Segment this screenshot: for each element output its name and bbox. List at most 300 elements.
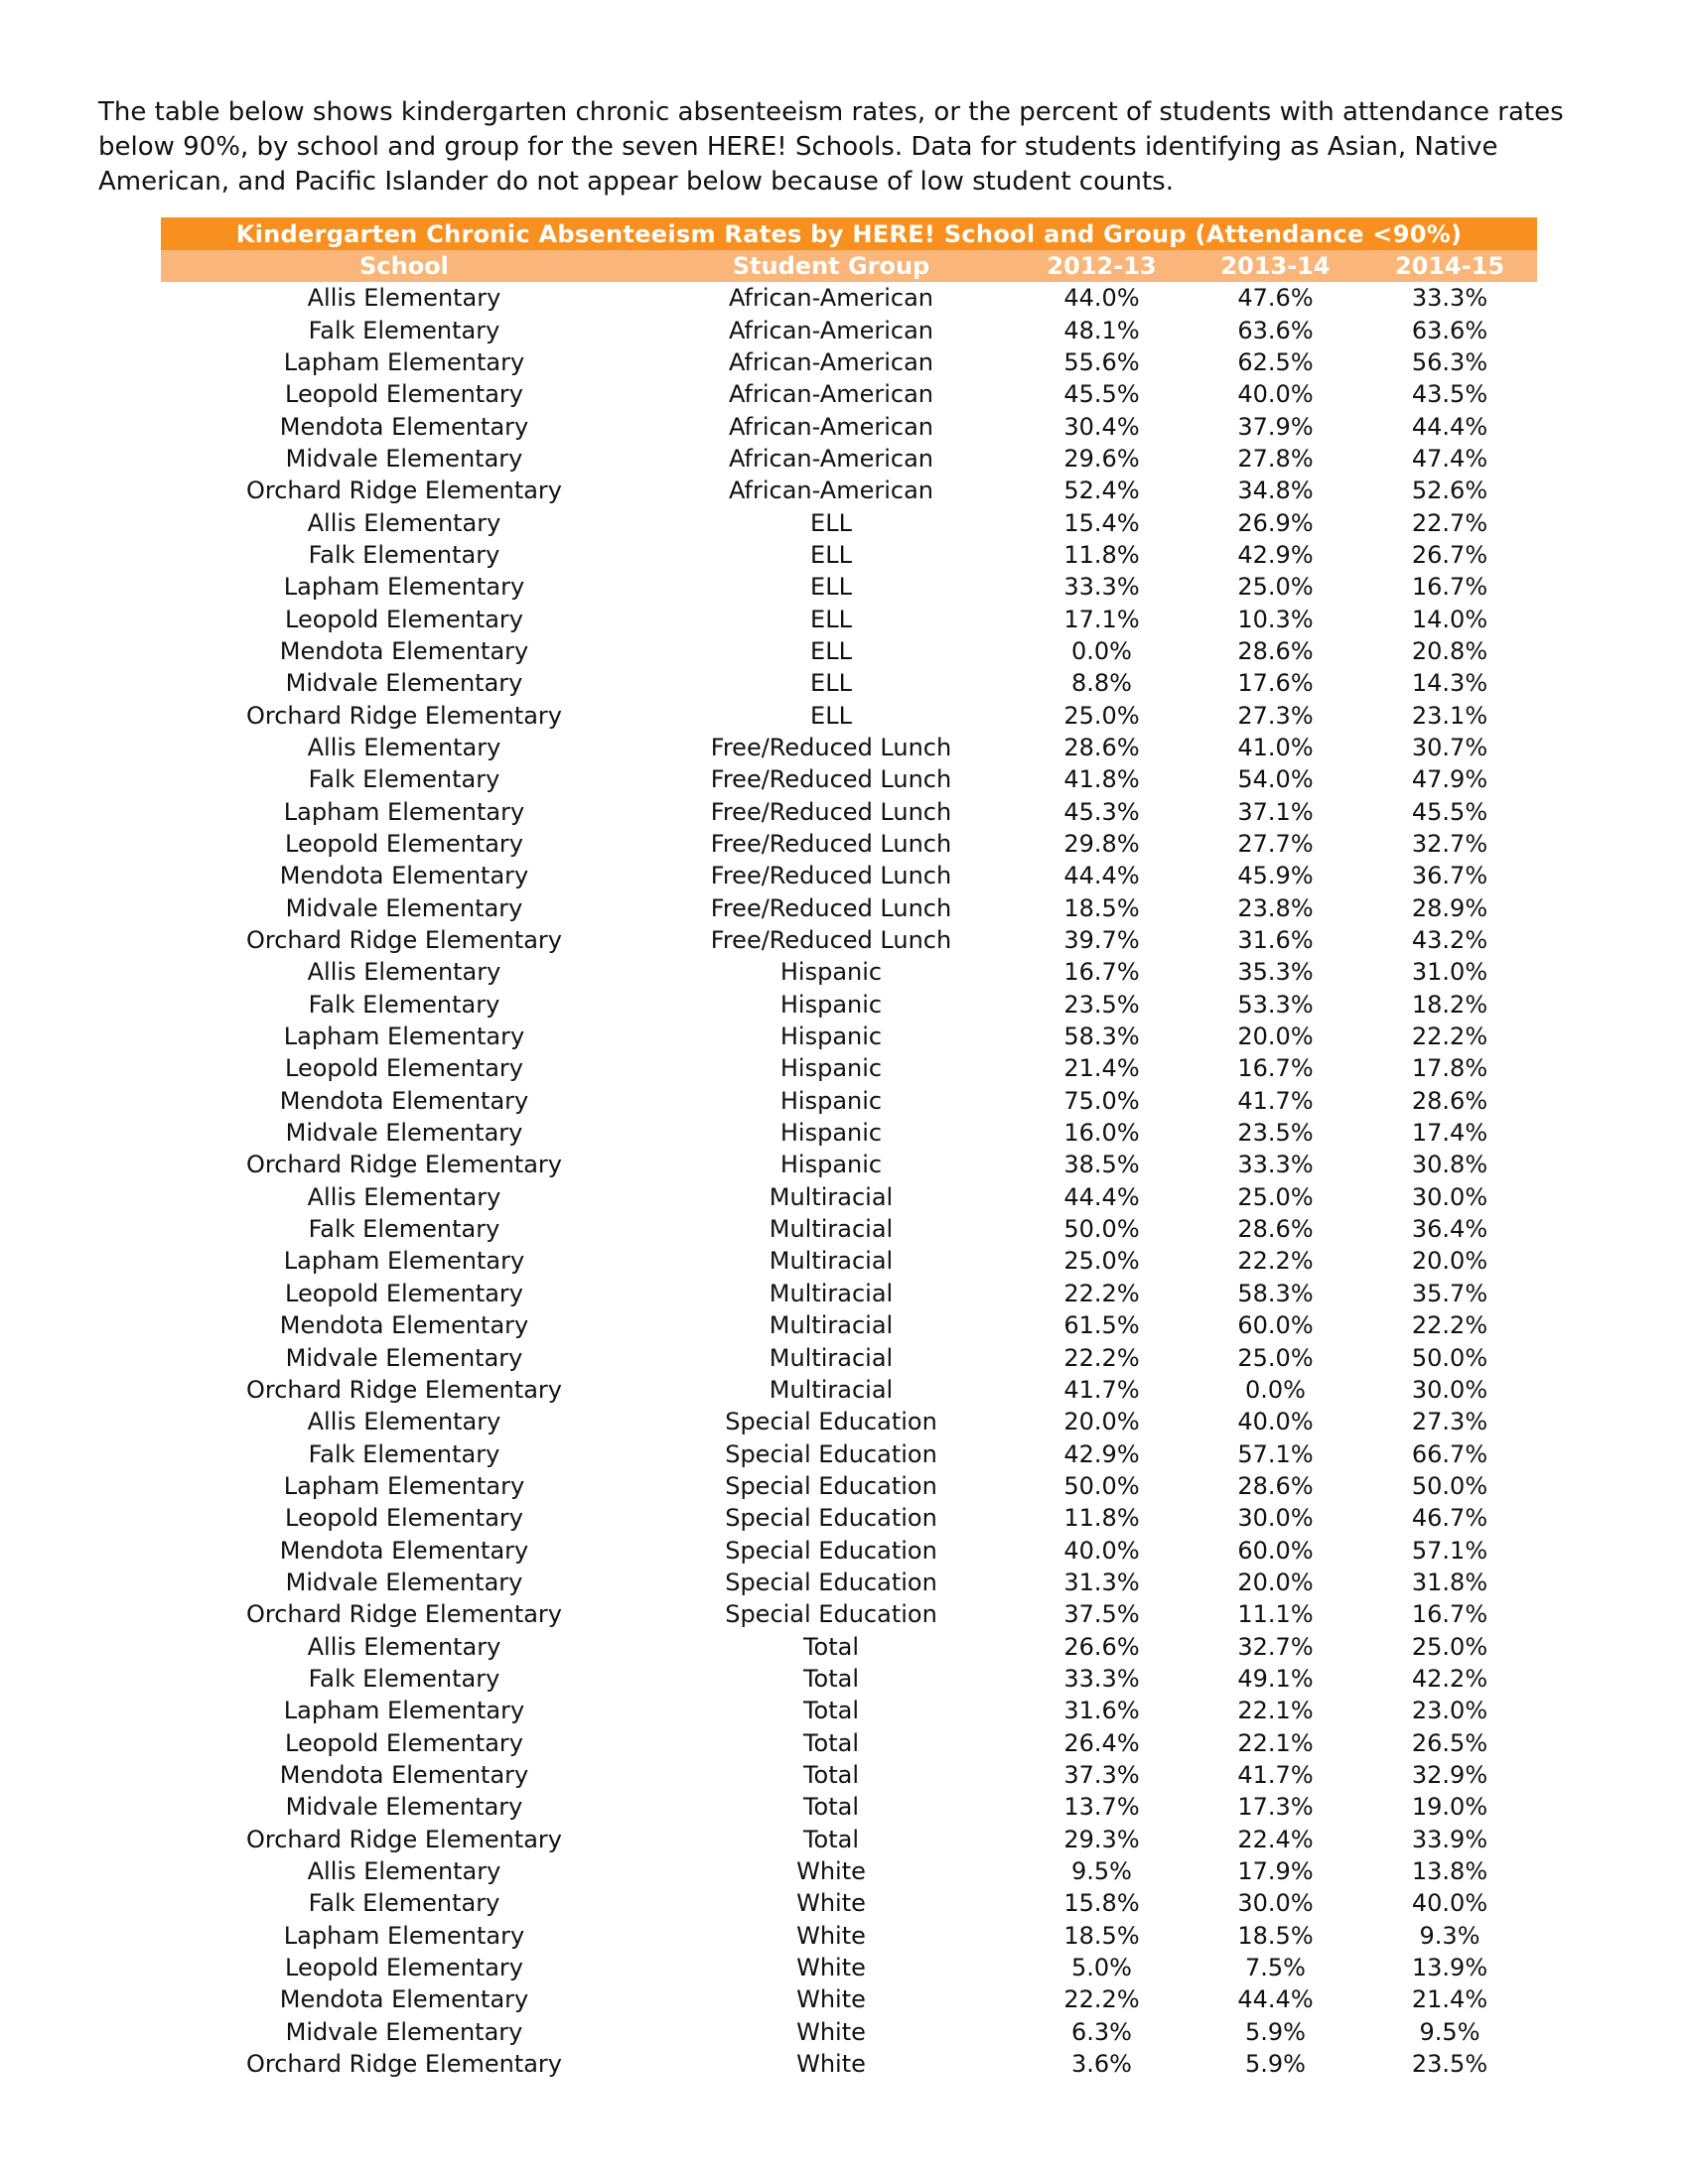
cell-student-group: White	[796, 2017, 866, 2046]
cell-2014-15: 31.0%	[1411, 958, 1488, 987]
cell-2013-14: 23.8%	[1237, 893, 1314, 922]
table-row	[161, 410, 1537, 442]
cell-2013-14: 32.7%	[1237, 1632, 1314, 1661]
cell-school: Lapham Elementary	[283, 797, 525, 826]
cell-2012-13: 18.5%	[1063, 1921, 1140, 1950]
cell-2012-13: 33.3%	[1063, 573, 1140, 602]
cell-student-group: Special Education	[725, 1408, 937, 1436]
cell-2012-13: 22.2%	[1063, 1279, 1140, 1307]
table-row	[161, 763, 1537, 795]
cell-2014-15: 33.3%	[1411, 284, 1488, 313]
cell-2012-13: 11.8%	[1063, 1504, 1140, 1533]
table-row	[161, 699, 1537, 731]
cell-2014-15: 44.4%	[1411, 412, 1488, 441]
cell-2014-15: 36.7%	[1411, 862, 1488, 890]
cell-school: Allis Elementary	[307, 1857, 501, 1886]
table-row	[161, 1374, 1537, 1406]
cell-2014-15: 36.4%	[1411, 1215, 1488, 1244]
cell-2014-15: 56.3%	[1411, 347, 1488, 376]
table-row	[161, 1567, 1537, 1598]
cell-2014-15: 45.5%	[1411, 797, 1488, 826]
cell-2013-14: 10.3%	[1237, 605, 1314, 633]
cell-school: Falk Elementary	[308, 1439, 500, 1468]
cell-student-group: ELL	[810, 605, 852, 633]
cell-2012-13: 11.8%	[1063, 540, 1140, 569]
cell-school: Falk Elementary	[308, 540, 500, 569]
cell-school: Leopold Elementary	[285, 1054, 523, 1083]
cell-2012-13: 38.5%	[1063, 1151, 1140, 1179]
table-row	[161, 1470, 1537, 1502]
cell-2012-13: 75.0%	[1063, 1086, 1140, 1115]
cell-2014-15: 30.0%	[1411, 1375, 1488, 1404]
intro-paragraph: The table below shows kindergarten chronic absenteeism rates, or the percent of students with attendance rates below 90%, by school and group for the seven HERE! Schools. Data for students identifying as Asian, Native American, and Pacific Islander do not appear below because of low student counts.	[98, 97, 1564, 197]
cell-2013-14: 0.0%	[1245, 1375, 1306, 1404]
cell-school: Mendota Elementary	[279, 1985, 529, 2014]
cell-school: Allis Elementary	[307, 1408, 501, 1436]
cell-2014-15: 13.9%	[1411, 1954, 1488, 1982]
cell-2012-13: 16.0%	[1063, 1119, 1140, 1148]
cell-student-group: Hispanic	[779, 1086, 883, 1115]
table-row	[161, 1630, 1537, 1662]
cell-2012-13: 44.0%	[1063, 284, 1140, 313]
table-row	[161, 1309, 1537, 1341]
cell-school: Allis Elementary	[307, 508, 501, 537]
cell-2014-15: 9.3%	[1419, 1921, 1480, 1950]
cell-school: Falk Elementary	[308, 1664, 500, 1693]
cell-2013-14: 40.0%	[1237, 1408, 1314, 1436]
cell-school: Falk Elementary	[308, 1889, 500, 1918]
cell-2014-15: 26.5%	[1411, 1728, 1488, 1757]
cell-2013-14: 60.0%	[1237, 1311, 1314, 1340]
cell-student-group: White	[796, 1985, 866, 2014]
cell-school: Orchard Ridge Elementary	[246, 1375, 562, 1404]
cell-2012-13: 9.5%	[1071, 1857, 1132, 1886]
table-row	[161, 1245, 1537, 1277]
cell-school: Orchard Ridge Elementary	[246, 701, 562, 730]
table-row	[161, 282, 1537, 314]
table-row	[161, 989, 1537, 1021]
cell-2013-14: 30.0%	[1237, 1504, 1314, 1533]
cell-school: Midvale Elementary	[285, 444, 523, 473]
cell-2013-14: 20.0%	[1237, 1568, 1314, 1596]
cell-2012-13: 29.3%	[1063, 1825, 1140, 1853]
cell-school: Allis Elementary	[307, 733, 501, 761]
cell-student-group: African-American	[728, 347, 933, 376]
cell-2013-14: 22.1%	[1237, 1728, 1314, 1757]
table-row	[161, 1855, 1537, 1887]
table-row	[161, 603, 1537, 634]
table-row	[161, 1502, 1537, 1534]
cell-2013-14: 49.1%	[1237, 1664, 1314, 1693]
cell-2013-14: 62.5%	[1237, 347, 1314, 376]
cell-2014-15: 30.8%	[1411, 1151, 1488, 1179]
cell-student-group: Total	[802, 1760, 860, 1789]
cell-2014-15: 21.4%	[1411, 1985, 1488, 2014]
cell-2013-14: 44.4%	[1237, 1985, 1314, 2014]
cell-student-group: Hispanic	[779, 1054, 883, 1083]
cell-2013-14: 5.9%	[1245, 2017, 1306, 2046]
cell-student-group: Hispanic	[779, 1151, 883, 1179]
cell-2014-15: 47.4%	[1411, 444, 1488, 473]
table-row	[161, 796, 1537, 828]
cell-school: Leopold Elementary	[285, 1954, 523, 1982]
cell-2012-13: 48.1%	[1063, 316, 1140, 344]
cell-school: Mendota Elementary	[279, 1536, 529, 1565]
absenteeism-table	[161, 217, 1537, 2080]
cell-2013-14: 16.7%	[1237, 1054, 1314, 1083]
cell-school: Midvale Elementary	[285, 1119, 523, 1148]
cell-student-group: Hispanic	[779, 1023, 883, 1051]
cell-student-group: ELL	[810, 540, 852, 569]
cell-2012-13: 29.8%	[1063, 830, 1140, 859]
cell-2014-15: 50.0%	[1411, 1343, 1488, 1372]
cell-2014-15: 33.9%	[1411, 1825, 1488, 1853]
cell-2013-14: 54.0%	[1237, 765, 1314, 794]
cell-2013-14: 37.1%	[1237, 797, 1314, 826]
table-row	[161, 732, 1537, 763]
cell-2013-14: 18.5%	[1237, 1921, 1314, 1950]
cell-2014-15: 46.7%	[1411, 1504, 1488, 1533]
cell-2012-13: 26.6%	[1063, 1632, 1140, 1661]
cell-school: Leopold Elementary	[285, 1504, 523, 1533]
cell-school: Orchard Ridge Elementary	[246, 1600, 562, 1629]
cell-2014-15: 14.0%	[1411, 605, 1488, 633]
cell-student-group: Multiracial	[769, 1311, 894, 1340]
cell-2012-13: 52.4%	[1063, 477, 1140, 505]
cell-2013-14: 35.3%	[1237, 958, 1314, 987]
cell-student-group: Free/Reduced Lunch	[710, 765, 952, 794]
cell-2012-13: 21.4%	[1063, 1054, 1140, 1083]
table-row	[161, 1695, 1537, 1726]
cell-school: Falk Elementary	[308, 316, 500, 344]
cell-school: Orchard Ridge Elementary	[246, 926, 562, 955]
cell-student-group: African-American	[728, 477, 933, 505]
table-row	[161, 1149, 1537, 1180]
cell-2012-13: 41.7%	[1063, 1375, 1140, 1404]
cell-2014-15: 27.3%	[1411, 1408, 1488, 1436]
cell-student-group: White	[796, 1889, 866, 1918]
cell-2012-13: 41.8%	[1063, 765, 1140, 794]
cell-2013-14: 27.8%	[1237, 444, 1314, 473]
cell-student-group: African-American	[728, 412, 933, 441]
table-row	[161, 1278, 1537, 1309]
cell-2014-15: 63.6%	[1411, 316, 1488, 344]
cell-student-group: Multiracial	[769, 1375, 894, 1404]
cell-2014-15: 22.7%	[1411, 508, 1488, 537]
header-student-group: Student Group	[647, 250, 1015, 282]
cell-2014-15: 9.5%	[1419, 2017, 1480, 2046]
cell-2013-14: 63.6%	[1237, 316, 1314, 344]
cell-school: Mendota Elementary	[279, 412, 529, 441]
cell-student-group: Special Education	[725, 1504, 937, 1533]
cell-student-group: Free/Reduced Lunch	[710, 797, 952, 826]
cell-2014-15: 30.0%	[1411, 1182, 1488, 1211]
cell-student-group: ELL	[810, 508, 852, 537]
cell-2014-15: 17.4%	[1411, 1119, 1488, 1148]
cell-2012-13: 22.2%	[1063, 1343, 1140, 1372]
cell-2013-14: 20.0%	[1237, 1023, 1314, 1051]
cell-2014-15: 13.8%	[1411, 1857, 1488, 1886]
cell-school: Allis Elementary	[307, 958, 501, 987]
cell-2014-15: 26.7%	[1411, 540, 1488, 569]
cell-school: Midvale Elementary	[285, 669, 523, 698]
table-row	[161, 475, 1537, 506]
cell-student-group: Total	[802, 1697, 860, 1725]
table-title: Kindergarten Chronic Absenteeism Rates by HERE! School and Group (Attendance <90%)	[161, 217, 1537, 250]
cell-2013-14: 42.9%	[1237, 540, 1314, 569]
cell-student-group: Special Education	[725, 1536, 937, 1565]
cell-school: Leopold Elementary	[285, 830, 523, 859]
cell-2012-13: 39.7%	[1063, 926, 1140, 955]
table-row	[161, 378, 1537, 410]
cell-school: Allis Elementary	[307, 1632, 501, 1661]
cell-2012-13: 20.0%	[1063, 1408, 1140, 1436]
cell-2012-13: 25.0%	[1063, 701, 1140, 730]
cell-school: Mendota Elementary	[279, 636, 529, 665]
cell-student-group: Total	[802, 1728, 860, 1757]
cell-school: Orchard Ridge Elementary	[246, 2050, 562, 2079]
cell-school: Orchard Ridge Elementary	[246, 1825, 562, 1853]
cell-2012-13: 45.5%	[1063, 380, 1140, 409]
cell-2013-14: 58.3%	[1237, 1279, 1314, 1307]
table-row	[161, 956, 1537, 988]
cell-2014-15: 16.7%	[1411, 573, 1488, 602]
table-row	[161, 1085, 1537, 1117]
cell-student-group: ELL	[810, 701, 852, 730]
cell-2013-14: 28.6%	[1237, 636, 1314, 665]
cell-school: Lapham Elementary	[283, 1247, 525, 1276]
cell-school: Midvale Elementary	[285, 1793, 523, 1822]
cell-school: Mendota Elementary	[279, 1311, 529, 1340]
table-row	[161, 1117, 1537, 1149]
cell-2014-15: 52.6%	[1411, 477, 1488, 505]
cell-2014-15: 35.7%	[1411, 1279, 1488, 1307]
cell-student-group: Hispanic	[779, 1119, 883, 1148]
cell-2014-15: 42.2%	[1411, 1664, 1488, 1693]
cell-2014-15: 28.6%	[1411, 1086, 1488, 1115]
cell-2014-15: 19.0%	[1411, 1793, 1488, 1822]
cell-2014-15: 32.9%	[1411, 1760, 1488, 1789]
cell-2012-13: 37.5%	[1063, 1600, 1140, 1629]
cell-student-group: Total	[802, 1632, 860, 1661]
table-row	[161, 1791, 1537, 1823]
cell-student-group: White	[796, 1921, 866, 1950]
header-2014-15: 2014-15	[1362, 250, 1537, 282]
cell-student-group: Multiracial	[769, 1182, 894, 1211]
cell-2014-15: 50.0%	[1411, 1471, 1488, 1500]
cell-2014-15: 32.7%	[1411, 830, 1488, 859]
cell-2013-14: 53.3%	[1237, 990, 1314, 1019]
table-row	[161, 1437, 1537, 1469]
cell-student-group: Special Education	[725, 1439, 937, 1468]
cell-2014-15: 40.0%	[1411, 1889, 1488, 1918]
cell-school: Mendota Elementary	[279, 1760, 529, 1789]
cell-2013-14: 26.9%	[1237, 508, 1314, 537]
cell-school: Mendota Elementary	[279, 1086, 529, 1115]
cell-2013-14: 22.4%	[1237, 1825, 1314, 1853]
table-header-row	[161, 250, 1537, 282]
cell-school: Lapham Elementary	[283, 1471, 525, 1500]
cell-2013-14: 31.6%	[1237, 926, 1314, 955]
cell-2012-13: 26.4%	[1063, 1728, 1140, 1757]
table-row	[161, 571, 1537, 603]
cell-2013-14: 45.9%	[1237, 862, 1314, 890]
cell-student-group: Special Education	[725, 1600, 937, 1629]
cell-2013-14: 11.1%	[1237, 1600, 1314, 1629]
table-row	[161, 2016, 1537, 2048]
cell-2012-13: 16.7%	[1063, 958, 1140, 987]
cell-student-group: Special Education	[725, 1568, 937, 1596]
header-school: School	[161, 250, 647, 282]
cell-2013-14: 22.2%	[1237, 1247, 1314, 1276]
cell-student-group: White	[796, 1857, 866, 1886]
cell-2014-15: 23.1%	[1411, 701, 1488, 730]
cell-2014-15: 16.7%	[1411, 1600, 1488, 1629]
cell-2014-15: 47.9%	[1411, 765, 1488, 794]
table-row	[161, 635, 1537, 667]
cell-2012-13: 6.3%	[1071, 2017, 1132, 2046]
table-row	[161, 1824, 1537, 1855]
cell-2012-13: 28.6%	[1063, 733, 1140, 761]
cell-school: Allis Elementary	[307, 1182, 501, 1211]
cell-2012-13: 0.0%	[1071, 636, 1132, 665]
header-2013-14: 2013-14	[1189, 250, 1362, 282]
cell-student-group: ELL	[810, 669, 852, 698]
cell-school: Leopold Elementary	[285, 1728, 523, 1757]
table-row	[161, 1021, 1537, 1052]
table-row	[161, 924, 1537, 956]
cell-2013-14: 27.3%	[1237, 701, 1314, 730]
cell-2012-13: 50.0%	[1063, 1471, 1140, 1500]
table-row	[161, 1213, 1537, 1245]
cell-school: Leopold Elementary	[285, 605, 523, 633]
cell-2012-13: 25.0%	[1063, 1247, 1140, 1276]
cell-student-group: White	[796, 2050, 866, 2079]
cell-2014-15: 22.2%	[1411, 1023, 1488, 1051]
cell-2012-13: 29.6%	[1063, 444, 1140, 473]
cell-2013-14: 41.7%	[1237, 1760, 1314, 1789]
cell-school: Falk Elementary	[308, 765, 500, 794]
cell-2012-13: 50.0%	[1063, 1215, 1140, 1244]
cell-2013-14: 33.3%	[1237, 1151, 1314, 1179]
table-row	[161, 539, 1537, 571]
cell-2013-14: 41.0%	[1237, 733, 1314, 761]
cell-student-group: Free/Reduced Lunch	[710, 830, 952, 859]
table-row	[161, 1598, 1537, 1630]
table-row	[161, 1341, 1537, 1373]
cell-2013-14: 47.6%	[1237, 284, 1314, 313]
cell-school: Lapham Elementary	[283, 1697, 525, 1725]
table-row	[161, 667, 1537, 699]
cell-2013-14: 28.6%	[1237, 1471, 1314, 1500]
cell-2014-15: 20.8%	[1411, 636, 1488, 665]
cell-school: Midvale Elementary	[285, 2017, 523, 2046]
cell-student-group: Hispanic	[779, 990, 883, 1019]
cell-2012-13: 55.6%	[1063, 347, 1140, 376]
cell-2012-13: 15.4%	[1063, 508, 1140, 537]
cell-school: Leopold Elementary	[285, 380, 523, 409]
table-row	[161, 1534, 1537, 1566]
table-row	[161, 2048, 1537, 2080]
cell-2014-15: 43.5%	[1411, 380, 1488, 409]
cell-2014-15: 23.0%	[1411, 1697, 1488, 1725]
cell-school: Lapham Elementary	[283, 1921, 525, 1950]
cell-school: Falk Elementary	[308, 990, 500, 1019]
cell-school: Orchard Ridge Elementary	[246, 1151, 562, 1179]
cell-2013-14: 25.0%	[1237, 1343, 1314, 1372]
cell-student-group: Total	[802, 1664, 860, 1693]
cell-2012-13: 58.3%	[1063, 1023, 1140, 1051]
cell-2012-13: 31.3%	[1063, 1568, 1140, 1596]
cell-2013-14: 17.9%	[1237, 1857, 1314, 1886]
cell-student-group: Total	[802, 1793, 860, 1822]
cell-2013-14: 17.6%	[1237, 669, 1314, 698]
table-row	[161, 1663, 1537, 1695]
table-row	[161, 506, 1537, 538]
cell-2014-15: 23.5%	[1411, 2050, 1488, 2079]
cell-2014-15: 25.0%	[1411, 1632, 1488, 1661]
cell-2012-13: 22.2%	[1063, 1985, 1140, 2014]
cell-2012-13: 40.0%	[1063, 1536, 1140, 1565]
cell-student-group: African-American	[728, 380, 933, 409]
cell-2013-14: 17.3%	[1237, 1793, 1314, 1822]
cell-2013-14: 22.1%	[1237, 1697, 1314, 1725]
cell-student-group: Special Education	[725, 1471, 937, 1500]
cell-2012-13: 44.4%	[1063, 1182, 1140, 1211]
cell-2012-13: 8.8%	[1071, 669, 1132, 698]
cell-2014-15: 66.7%	[1411, 1439, 1488, 1468]
cell-2014-15: 30.7%	[1411, 733, 1488, 761]
cell-student-group: ELL	[810, 636, 852, 665]
cell-student-group: Free/Reduced Lunch	[710, 926, 952, 955]
cell-2012-13: 30.4%	[1063, 412, 1140, 441]
table-row	[161, 1952, 1537, 1983]
cell-2014-15: 17.8%	[1411, 1054, 1488, 1083]
cell-school: Midvale Elementary	[285, 1568, 523, 1596]
cell-2012-13: 31.6%	[1063, 1697, 1140, 1725]
cell-2012-13: 3.6%	[1071, 2050, 1132, 2079]
cell-2012-13: 15.8%	[1063, 1889, 1140, 1918]
cell-school: Mendota Elementary	[279, 862, 529, 890]
cell-2012-13: 17.1%	[1063, 605, 1140, 633]
cell-student-group: Free/Reduced Lunch	[710, 733, 952, 761]
cell-school: Midvale Elementary	[285, 1343, 523, 1372]
cell-2013-14: 27.7%	[1237, 830, 1314, 859]
table-row	[161, 860, 1537, 891]
cell-student-group: Multiracial	[769, 1247, 894, 1276]
cell-2014-15: 43.2%	[1411, 926, 1488, 955]
cell-2013-14: 25.0%	[1237, 573, 1314, 602]
table-row	[161, 1920, 1537, 1952]
cell-student-group: White	[796, 1954, 866, 1982]
cell-2013-14: 28.6%	[1237, 1215, 1314, 1244]
cell-student-group: Multiracial	[769, 1215, 894, 1244]
table-row	[161, 346, 1537, 378]
cell-2012-13: 13.7%	[1063, 1793, 1140, 1822]
cell-student-group: African-American	[728, 444, 933, 473]
cell-school: Midvale Elementary	[285, 893, 523, 922]
cell-2012-13: 23.5%	[1063, 990, 1140, 1019]
cell-2014-15: 57.1%	[1411, 1536, 1488, 1565]
cell-2013-14: 7.5%	[1245, 1954, 1306, 1982]
cell-student-group: Free/Reduced Lunch	[710, 862, 952, 890]
table-row	[161, 1406, 1537, 1437]
table-row	[161, 828, 1537, 860]
cell-2014-15: 14.3%	[1411, 669, 1488, 698]
cell-student-group: Total	[802, 1825, 860, 1853]
cell-student-group: Hispanic	[779, 958, 883, 987]
table-body	[161, 282, 1537, 2080]
